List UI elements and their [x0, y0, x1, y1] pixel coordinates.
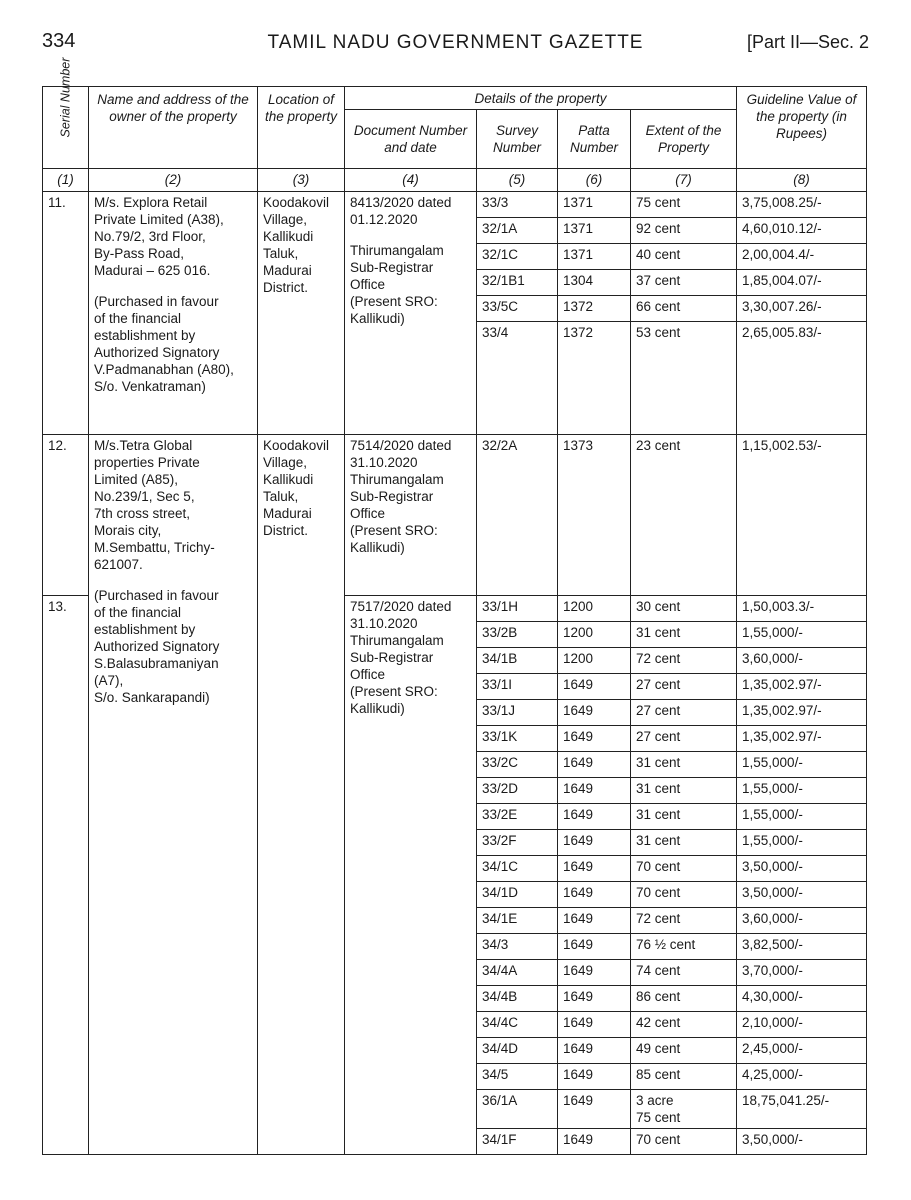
text-line: Private Limited (A38),	[94, 212, 224, 227]
value-cell: 3,70,000/-	[737, 960, 867, 986]
patta-cell: 1649	[558, 700, 631, 726]
col-number: (1)	[43, 169, 89, 192]
extent-cell: 74 cent	[631, 960, 737, 986]
document-cell	[345, 192, 477, 435]
survey-cell: 34/4C	[477, 1012, 558, 1038]
text-line: Kallikudi)	[350, 701, 405, 716]
text-line: M/s. Explora Retail	[94, 195, 208, 210]
survey-cell: 34/1C	[477, 856, 558, 882]
page-header	[0, 26, 911, 60]
col-header-survey: Survey Number	[477, 110, 558, 169]
extent-cell	[631, 1090, 737, 1129]
col-number: (5)	[477, 169, 558, 192]
col-header-location: Location of the property	[258, 87, 345, 169]
col-header-details: Details of the property	[345, 87, 737, 110]
value-cell: 3,50,000/-	[737, 882, 867, 908]
patta-cell: 1200	[558, 648, 631, 674]
text-line: District.	[263, 280, 308, 295]
extent-cell: 27 cent	[631, 700, 737, 726]
text-line: Thirumangalam	[350, 633, 444, 648]
patta-cell: 1649	[558, 1064, 631, 1090]
value-cell: 1,15,002.53/-	[737, 435, 867, 596]
value-cell: 3,60,000/-	[737, 648, 867, 674]
text-line: Koodakovil	[263, 195, 330, 210]
value-cell: 1,55,000/-	[737, 778, 867, 804]
value-cell: 2,45,000/-	[737, 1038, 867, 1064]
patta-cell: 1649	[558, 856, 631, 882]
page-number: 334	[42, 30, 76, 52]
value-cell: 2,00,004.4/-	[737, 244, 867, 270]
col-header-serial: Serial Number	[43, 87, 89, 169]
text-line: (Purchased in favour	[94, 294, 219, 309]
survey-cell: 32/1C	[477, 244, 558, 270]
extent-cell: 66 cent	[631, 296, 737, 322]
text-line: Limited (A85),	[94, 472, 179, 487]
text-line: No.239/1, Sec 5,	[94, 489, 195, 504]
patta-cell: 1649	[558, 1129, 631, 1155]
text-line: Village,	[263, 455, 308, 470]
patta-cell: 1649	[558, 1012, 631, 1038]
text-line: No.79/2, 3rd Floor,	[94, 229, 206, 244]
patta-cell: 1649	[558, 804, 631, 830]
text-line: S/o. Sankarapandi)	[94, 690, 210, 705]
patta-cell: 1371	[558, 244, 631, 270]
text-line: 31.10.2020	[350, 455, 418, 470]
text-line: Kallikudi	[263, 472, 314, 487]
survey-cell: 32/2A	[477, 435, 558, 596]
patta-cell: 1649	[558, 908, 631, 934]
value-cell: 1,35,002.97/-	[737, 726, 867, 752]
text-line: Taluk,	[263, 489, 299, 504]
text-line: Sub-Registrar	[350, 650, 434, 665]
value-cell: 1,50,003.3/-	[737, 596, 867, 622]
table-body	[43, 192, 867, 1155]
col-header-document: Document Number and date	[345, 110, 477, 169]
survey-cell: 34/1D	[477, 882, 558, 908]
text-line: Koodakovil	[263, 438, 330, 453]
survey-cell: 34/1F	[477, 1129, 558, 1155]
extent-cell: 86 cent	[631, 986, 737, 1012]
extent-cell: 70 cent	[631, 1129, 737, 1155]
text-line: V.Padmanabhan (A80),	[94, 362, 234, 377]
value-cell: 2,10,000/-	[737, 1012, 867, 1038]
text-line	[94, 279, 252, 293]
patta-cell: 1649	[558, 1090, 631, 1129]
text-line: Kallikudi)	[350, 540, 405, 555]
value-cell: 1,35,002.97/-	[737, 700, 867, 726]
value-cell: 3,50,000/-	[737, 856, 867, 882]
col-number: (2)	[89, 169, 258, 192]
text-line: District.	[263, 523, 308, 538]
serial-cell: 13.	[43, 596, 89, 1155]
value-cell: 1,55,000/-	[737, 804, 867, 830]
extent-cell: 72 cent	[631, 908, 737, 934]
table-row	[43, 435, 867, 596]
text-line: S.Balasubramaniyan	[94, 656, 219, 671]
patta-cell: 1649	[558, 934, 631, 960]
value-cell: 1,55,000/-	[737, 622, 867, 648]
document-cell	[345, 596, 477, 1155]
text-line: M/s.Tetra Global	[94, 438, 193, 453]
col-number: (6)	[558, 169, 631, 192]
patta-cell: 1649	[558, 778, 631, 804]
text-line: Office	[350, 506, 386, 521]
text-line: 7th cross street,	[94, 506, 191, 521]
patta-cell: 1372	[558, 322, 631, 435]
patta-cell: 1649	[558, 960, 631, 986]
col-number: (4)	[345, 169, 477, 192]
text-line: Kallikudi	[263, 229, 314, 244]
patta-cell: 1649	[558, 1038, 631, 1064]
col-number: (8)	[737, 169, 867, 192]
text-line: of the financial	[94, 311, 182, 326]
extent-cell: 92 cent	[631, 218, 737, 244]
survey-cell: 33/2B	[477, 622, 558, 648]
text-line: Authorized Signatory	[94, 639, 220, 654]
extent-cell: 42 cent	[631, 1012, 737, 1038]
text-line: Authorized Signatory	[94, 345, 220, 360]
extent-cell: 31 cent	[631, 804, 737, 830]
survey-cell: 33/2D	[477, 778, 558, 804]
patta-cell: 1372	[558, 296, 631, 322]
section-label: [Part II—Sec. 2	[746, 32, 869, 52]
extent-cell: 27 cent	[631, 674, 737, 700]
text-line: (Present SRO:	[350, 523, 438, 538]
owner-cell	[89, 435, 258, 1155]
extent-cell: 76 ½ cent	[631, 934, 737, 960]
patta-cell: 1371	[558, 218, 631, 244]
text-line: (Present SRO:	[350, 294, 438, 309]
value-cell: 3,82,500/-	[737, 934, 867, 960]
extent-cell: 30 cent	[631, 596, 737, 622]
extent-cell: 75 cent	[631, 192, 737, 218]
value-cell: 1,55,000/-	[737, 830, 867, 856]
text-line: 31.10.2020	[350, 616, 418, 631]
value-cell: 2,65,005.83/-	[737, 322, 867, 435]
table-row	[43, 192, 867, 218]
value-cell: 3,30,007.26/-	[737, 296, 867, 322]
survey-cell: 33/1K	[477, 726, 558, 752]
value-cell: 1,35,002.97/-	[737, 674, 867, 700]
col-number: (7)	[631, 169, 737, 192]
text-line: 3 acre	[636, 1093, 674, 1108]
survey-cell: 34/3	[477, 934, 558, 960]
location-cell	[258, 435, 345, 1155]
text-line: Madurai – 625 016.	[94, 263, 211, 278]
value-cell: 4,30,000/-	[737, 986, 867, 1012]
survey-cell: 34/1B	[477, 648, 558, 674]
text-line: Village,	[263, 212, 308, 227]
extent-cell: 31 cent	[631, 830, 737, 856]
survey-cell: 33/3	[477, 192, 558, 218]
text-line: (Purchased in favour	[94, 588, 219, 603]
extent-cell: 37 cent	[631, 270, 737, 296]
patta-cell: 1649	[558, 674, 631, 700]
text-line	[94, 573, 252, 587]
text-line: By-Pass Road,	[94, 246, 185, 261]
patta-cell: 1200	[558, 596, 631, 622]
serial-cell: 11.	[43, 192, 89, 435]
value-cell: 18,75,041.25/-	[737, 1090, 867, 1129]
survey-cell: 32/1B1	[477, 270, 558, 296]
extent-cell: 31 cent	[631, 778, 737, 804]
survey-cell: 32/1A	[477, 218, 558, 244]
value-cell: 3,50,000/-	[737, 1129, 867, 1155]
survey-cell: 36/1A	[477, 1090, 558, 1129]
text-line: Office	[350, 277, 386, 292]
survey-cell: 33/2E	[477, 804, 558, 830]
text-line: 8413/2020 dated	[350, 195, 452, 210]
patta-cell: 1200	[558, 622, 631, 648]
column-number-row	[43, 169, 867, 192]
survey-cell: 33/1I	[477, 674, 558, 700]
text-line: 01.12.2020	[350, 212, 418, 227]
value-cell: 1,55,000/-	[737, 752, 867, 778]
extent-cell: 31 cent	[631, 752, 737, 778]
col-header-extent: Extent of the Property	[631, 110, 737, 169]
extent-cell: 53 cent	[631, 322, 737, 435]
document-cell	[345, 435, 477, 596]
survey-cell: 33/2C	[477, 752, 558, 778]
serial-cell: 12.	[43, 435, 89, 596]
col-header-patta: Patta Number	[558, 110, 631, 169]
extent-cell: 72 cent	[631, 648, 737, 674]
extent-cell: 70 cent	[631, 856, 737, 882]
survey-cell: 33/5C	[477, 296, 558, 322]
text-line: 621007.	[94, 557, 143, 572]
text-line: 7517/2020 dated	[350, 599, 452, 614]
text-line: 75 cent	[636, 1110, 681, 1125]
text-line: Thirumangalam	[350, 472, 444, 487]
property-table	[42, 57, 867, 1155]
text-line: Madurai	[263, 506, 312, 521]
value-cell: 3,75,008.25/-	[737, 192, 867, 218]
value-cell: 3,60,000/-	[737, 908, 867, 934]
text-line: Taluk,	[263, 246, 299, 261]
survey-cell: 33/2F	[477, 830, 558, 856]
text-line: Sub-Registrar	[350, 260, 434, 275]
survey-cell: 33/1H	[477, 596, 558, 622]
patta-cell: 1304	[558, 270, 631, 296]
text-line: establishment by	[94, 328, 196, 343]
extent-cell: 31 cent	[631, 622, 737, 648]
value-cell: 4,25,000/-	[737, 1064, 867, 1090]
gazette-title: TAMIL NADU GOVERNMENT GAZETTE	[267, 32, 644, 53]
extent-cell: 70 cent	[631, 882, 737, 908]
col-header-owner: Name and address of the owner of the property	[89, 87, 258, 169]
value-cell: 4,60,010.12/-	[737, 218, 867, 244]
text-line: Sub-Registrar	[350, 489, 434, 504]
text-line: Office	[350, 667, 386, 682]
survey-cell: 34/5	[477, 1064, 558, 1090]
owner-cell	[89, 192, 258, 435]
survey-cell: 33/4	[477, 322, 558, 435]
col-header-guideline: Guideline Value of the property (in Rupees)	[737, 87, 867, 169]
survey-cell: 33/1J	[477, 700, 558, 726]
extent-cell: 40 cent	[631, 244, 737, 270]
text-line: establishment by	[94, 622, 196, 637]
survey-cell: 34/4D	[477, 1038, 558, 1064]
value-cell: 1,85,004.07/-	[737, 270, 867, 296]
survey-cell: 34/1E	[477, 908, 558, 934]
text-line: Morais city,	[94, 523, 162, 538]
survey-cell: 34/4B	[477, 986, 558, 1012]
patta-cell: 1649	[558, 752, 631, 778]
text-line: (A7),	[94, 673, 124, 688]
text-line: M.Sembattu, Trichy-	[94, 540, 215, 555]
text-line: (Present SRO:	[350, 684, 438, 699]
text-line: Madurai	[263, 263, 312, 278]
text-line	[350, 228, 471, 242]
col-number: (3)	[258, 169, 345, 192]
patta-cell: 1371	[558, 192, 631, 218]
patta-cell: 1649	[558, 882, 631, 908]
text-line: properties Private	[94, 455, 200, 470]
extent-cell: 27 cent	[631, 726, 737, 752]
extent-cell: 23 cent	[631, 435, 737, 596]
survey-cell: 34/4A	[477, 960, 558, 986]
extent-cell: 85 cent	[631, 1064, 737, 1090]
patta-cell: 1649	[558, 830, 631, 856]
location-cell	[258, 192, 345, 435]
patta-cell: 1649	[558, 726, 631, 752]
patta-cell: 1649	[558, 986, 631, 1012]
text-line: 7514/2020 dated	[350, 438, 452, 453]
text-line: Kallikudi)	[350, 311, 405, 326]
patta-cell: 1373	[558, 435, 631, 596]
extent-cell: 49 cent	[631, 1038, 737, 1064]
text-line: of the financial	[94, 605, 182, 620]
text-line: Thirumangalam	[350, 243, 444, 258]
text-line: S/o. Venkatraman)	[94, 379, 206, 394]
